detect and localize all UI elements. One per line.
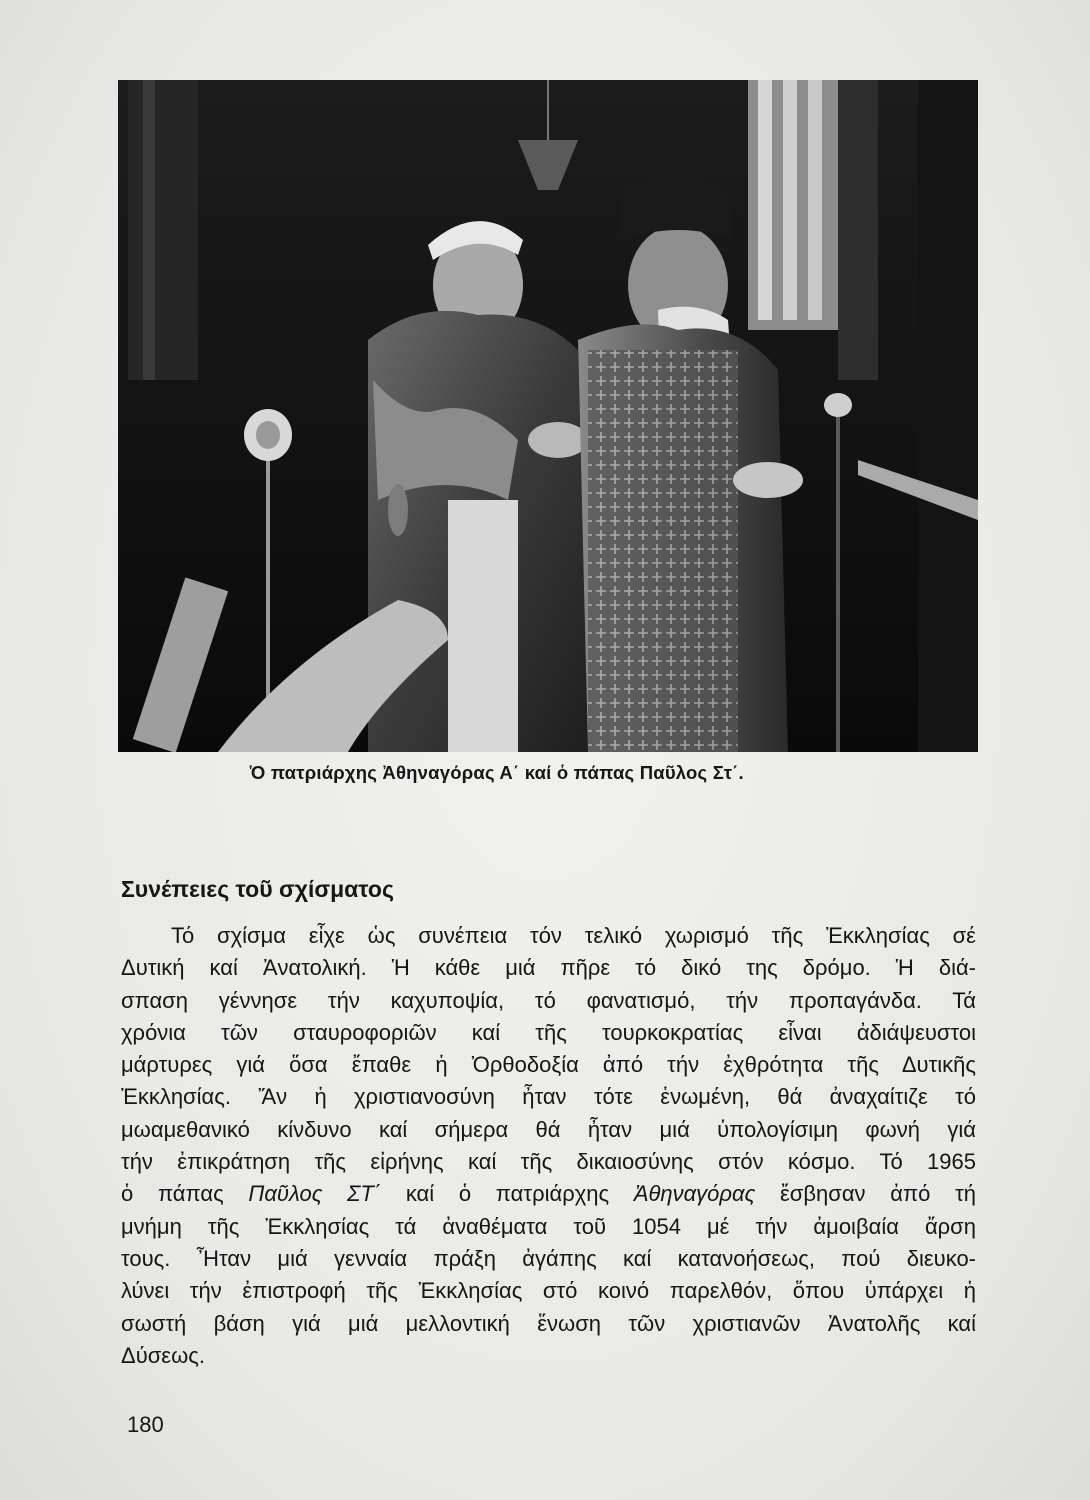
text-line: Δύσεως. xyxy=(121,1342,206,1368)
italic-name-athenagoras: Ἀθηναγόρας xyxy=(633,1181,756,1207)
text-line: Τό σχίσμα εἶχε ὡς συνέπεια τόν τελικό χωρισμό τῆς Ἐκκλησίας σέ xyxy=(171,923,976,948)
section-title: Συνέπειες τοῦ σχίσματος xyxy=(121,876,394,902)
text-line: Ἐκκλησίας. Ἄν ἡ χριστιανοσύνη ἦταν τότε ἑνωμένη, θά ἀναχαίτιζε τό xyxy=(121,1084,976,1110)
body-paragraph xyxy=(121,920,976,1372)
text-line: σπαση γέννησε τήν καχυποψία, τό φανατισμό, τήν προπαγάνδα. Τά xyxy=(121,987,976,1013)
text-segment: καί ὁ πατριάρχης xyxy=(381,1181,634,1207)
text-segment: ὁ πάπας xyxy=(121,1181,249,1207)
photo-illustration xyxy=(118,80,978,752)
text-line: Δυτική καί Ἀνατολική. Ἡ κάθε μιά πῆρε τό δικό της δρόμο. Ἡ διά- xyxy=(121,955,976,981)
text-line: μάρτυρες γιά ὅσα ἔπαθε ἡ Ὀρθοδοξία ἀπό τήν ἐχθρότητα τῆς Δυτικῆς xyxy=(121,1052,976,1078)
text-segment: ἔσβησαν ἀπό τή xyxy=(755,1181,977,1207)
text-line xyxy=(121,1178,976,1210)
text-line: λύνει τήν ἐπιστροφή τῆς Ἐκκλησίας στό κοινό παρελθόν, ὅπου ὑπάρχει ἡ xyxy=(121,1278,976,1304)
photograph xyxy=(118,80,978,752)
text-line: τήν ἐπικράτηση τῆς εἰρήνης καί τῆς δικαιοσύνης στόν κόσμο. Τό 1965 xyxy=(121,1149,976,1175)
text-line: τους. Ἦταν μιά γενναία πράξη ἀγάπης καί κατανοήσεως, πού διευκο- xyxy=(121,1245,976,1271)
text-line: χρόνια τῶν σταυροφοριῶν καί τῆς τουρκοκρατίας εἶναι ἀδιάψευστοι xyxy=(121,1019,976,1045)
text-line: σωστή βάση γιά μιά μελλοντική ἕνωση τῶν χριστιανῶν Ἀνατολῆς καί xyxy=(121,1310,976,1336)
photo-caption: Ὁ πατριάρχης Ἀθηναγόρας Α΄ καί ὁ πάπας Παῦλος Στ΄. xyxy=(250,762,744,783)
italic-name-paul: Παῦλος ΣΤ΄ xyxy=(248,1181,382,1207)
text-line: μωαμεθανικό κίνδυνο καί σήμερα θά ἦταν μιά ὑπολογίσιμη φωνή γιά xyxy=(121,1116,976,1142)
text-line: μνήμη τῆς Ἐκκλησίας τά ἀναθέματα τοῦ 1054 μέ τήν ἀμοιβαία ἄρση xyxy=(121,1213,976,1239)
page-number: 180 xyxy=(127,1412,164,1437)
